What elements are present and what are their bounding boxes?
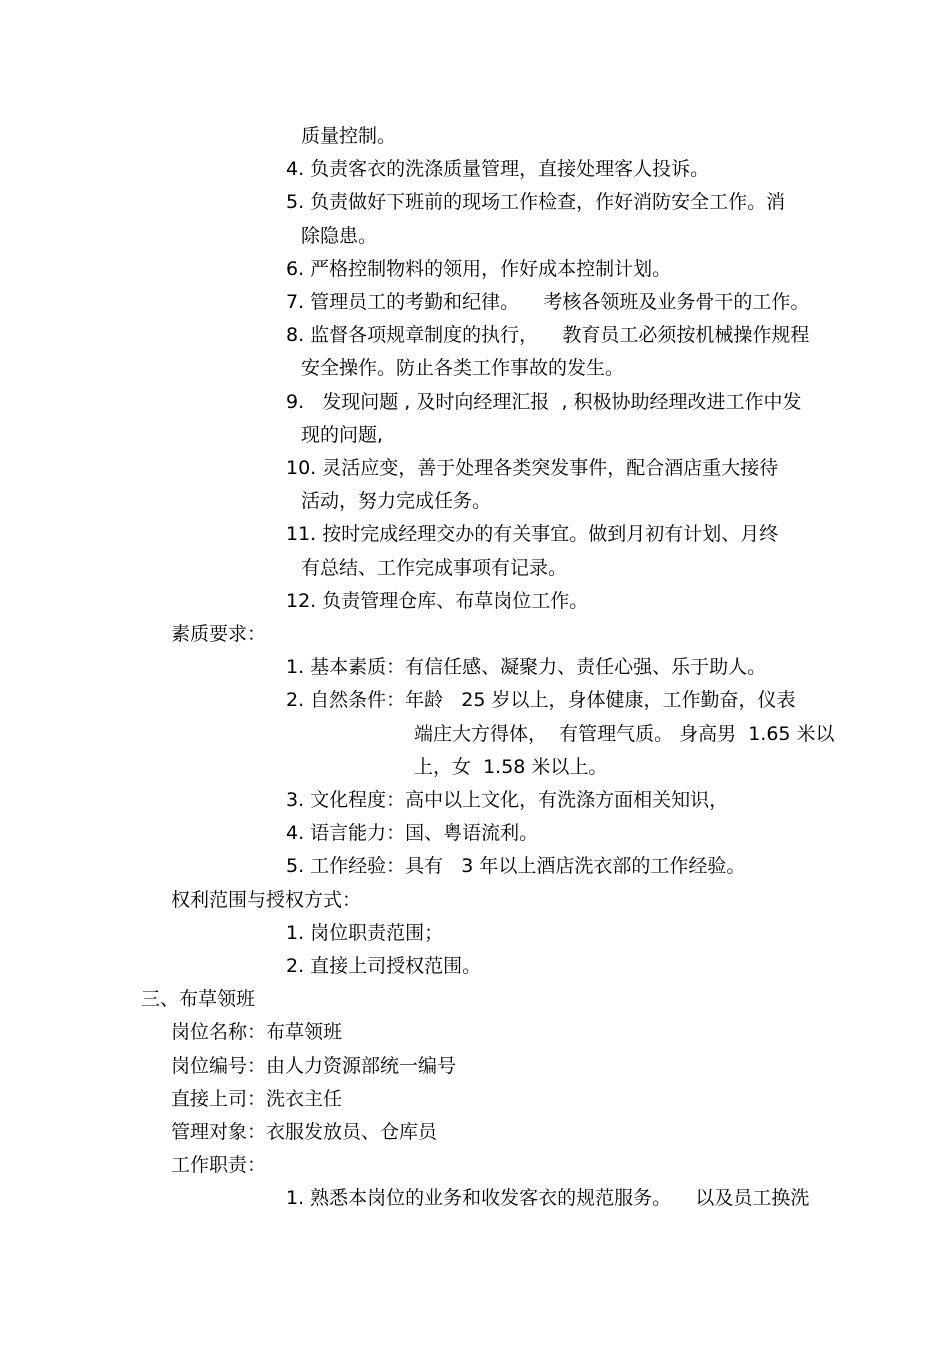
authority-line: 1. 岗位职责范围； — [286, 922, 444, 944]
duty-line: 9. 发现问题 , 及时向经理汇报 , 积极协助经理改进工作中发 — [286, 391, 802, 413]
duty-line: 11. 按时完成经理交办的有关事宜。做到月初有计划、月终 — [286, 523, 779, 545]
duty-line: 安全操作。防止各类工作事故的发生。 — [301, 357, 625, 379]
quality-line: 5. 工作经验：具有 3 年以上酒店洗衣部的工作经验。 — [286, 855, 746, 877]
job-info-line: 直接上司：洗衣主任 — [171, 1088, 343, 1110]
duty-line: 质量控制。 — [301, 125, 397, 147]
duty-line: 7. 管理员工的考勤和纪律。 考核各领班及业务骨干的工作。 — [286, 291, 810, 313]
quality-line: 1. 基本素质：有信任感、凝聚力、责任心强、乐于助人。 — [286, 656, 767, 678]
job-info-line: 岗位编号：由人力资源部统一编号 — [171, 1055, 457, 1077]
duty-line: 8. 监督各项规章制度的执行， 教育员工必须按机械操作规程 — [286, 324, 810, 346]
duty-line: 10. 灵活应变，善于处理各类突发事件，配合酒店重大接待 — [286, 457, 779, 479]
duty-line: 有总结、工作完成事项有记录。 — [301, 557, 568, 579]
duty-line: 4. 负责客衣的洗涤质量管理，直接处理客人投诉。 — [286, 158, 710, 180]
section-title: 三、布草领班 — [141, 988, 256, 1010]
section-heading-quality: 素质要求： — [171, 623, 267, 645]
duty-line: 除隐患。 — [301, 225, 378, 247]
quality-line: 端庄大方得体， 有管理气质。 身高男 1.65 米以 — [414, 723, 835, 745]
duty-line: 5. 负责做好下班前的现场工作检查，作好消防安全工作。消 — [286, 191, 786, 213]
duty-line: 现的问题, — [301, 424, 384, 446]
job-info-line: 工作职责： — [171, 1154, 267, 1176]
quality-line: 2. 自然条件：年龄 25 岁以上，身体健康，工作勤奋，仪表 — [286, 689, 796, 711]
quality-line: 3. 文化程度：高中以上文化，有洗涤方面相关知识， — [286, 789, 729, 811]
quality-line: 上，女 1.58 米以上。 — [414, 756, 608, 778]
section-heading-authority: 权利范围与授权方式： — [171, 889, 362, 911]
quality-line: 4. 语言能力：国、粤语流利。 — [286, 822, 539, 844]
duty-line: 6. 严格控制物料的领用，作好成本控制计划。 — [286, 258, 672, 280]
authority-line: 2. 直接上司授权范围。 — [286, 955, 482, 977]
duty-line: 12. 负责管理仓库、布草岗位工作。 — [286, 590, 589, 612]
job-info-line: 管理对象：衣服发放员、仓库员 — [171, 1121, 438, 1143]
duty-line: 活动，努力完成任务。 — [301, 490, 492, 512]
duty-line: 1. 熟悉本岗位的业务和收发客衣的规范服务。 以及员工换洗 — [286, 1187, 810, 1209]
job-info-line: 岗位名称：布草领班 — [171, 1021, 343, 1043]
